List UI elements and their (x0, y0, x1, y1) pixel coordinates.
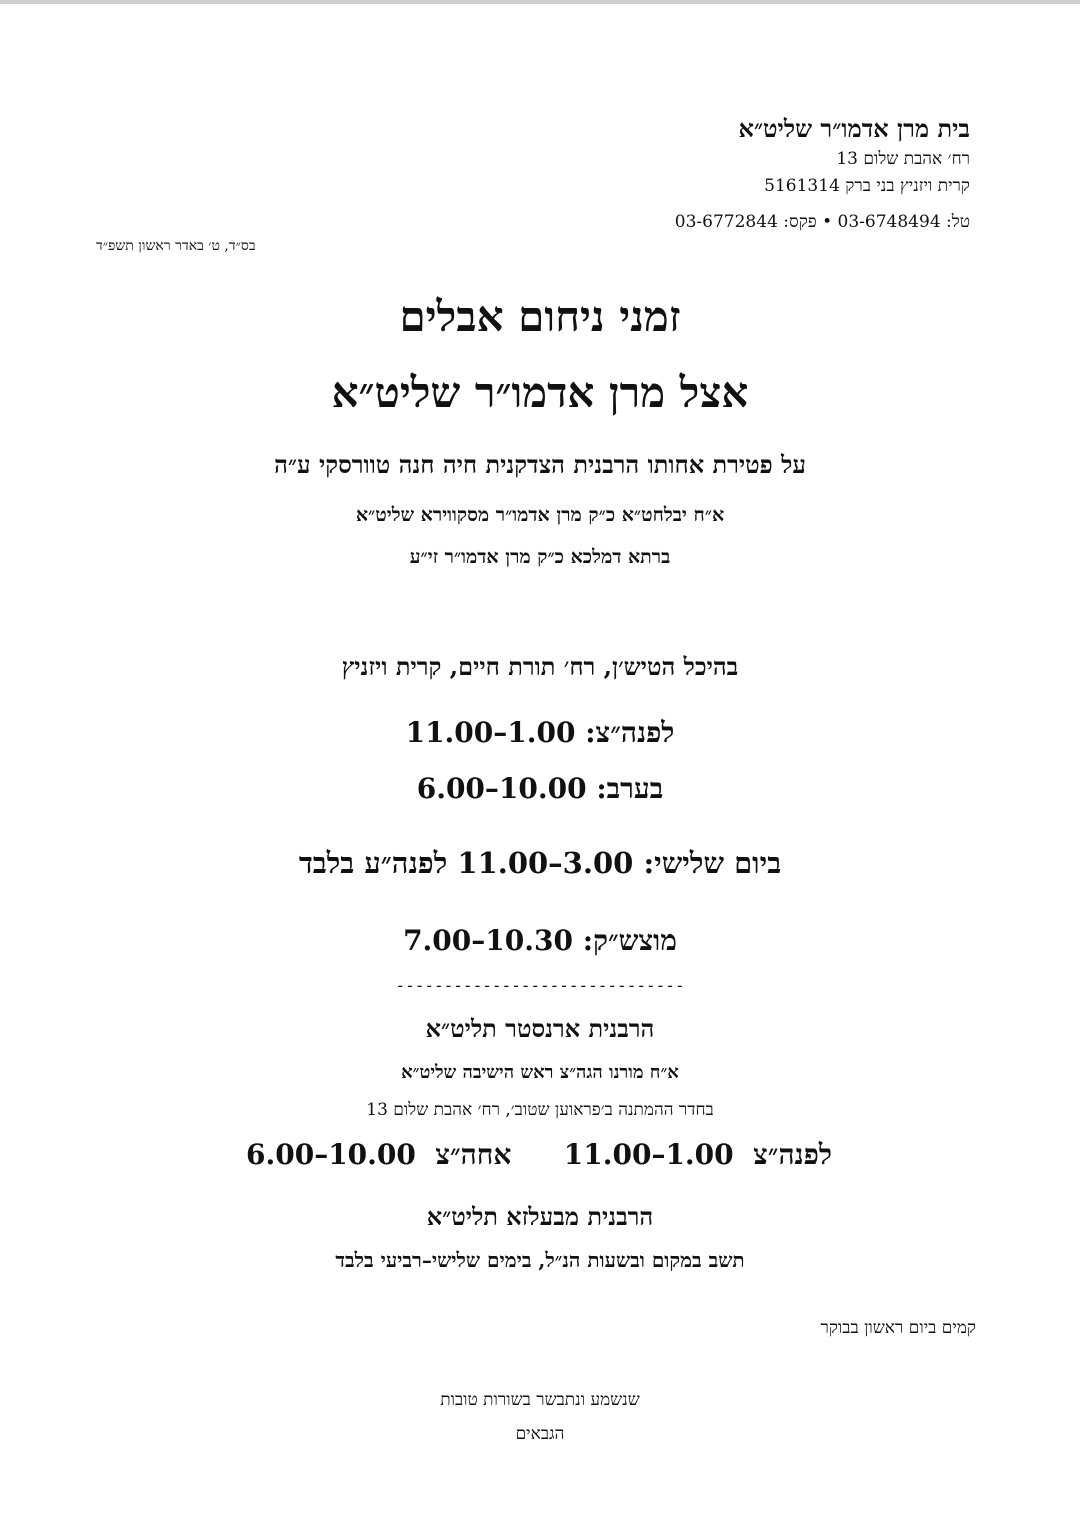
ernster-afternoon (246, 1138, 511, 1172)
letterhead-title: בית מרן אדמו״ר שליט״א (738, 114, 970, 143)
ernster-afternoon-label: אחה״צ (435, 1138, 512, 1171)
letterhead-phone: טל: 03-6748494 • פקס: 03-6772844 (674, 212, 970, 232)
letterhead-city: קרית ויזניץ בני ברק 5161314 (764, 176, 970, 196)
subtitle-line2: א״ח יבלחט״א כ״ק מרן אדמו״ר מסקווירא שליט״א (355, 504, 725, 526)
morning-label: לפנה״צ: (585, 716, 675, 749)
divider: ------------------------------ (395, 976, 685, 995)
tuesday-time: 11.00–3.00 (457, 846, 634, 880)
evening-time: 6.00–10.00 (416, 772, 587, 805)
subtitle-line3: ברתא דמלכא כ״ק מרן אדמו״ר זי״ע (409, 546, 671, 568)
schedule-motzash (0, 924, 1080, 958)
footer-signature: הגבאים (515, 1424, 565, 1444)
document-date: בס״ד, ט׳ באדר ראשון תשפ״ד (96, 238, 256, 254)
footer-blessing: שנשמע ונתבשר בשורות טובות (440, 1390, 640, 1410)
motzash-time: 7.00–10.30 (403, 924, 573, 957)
tuesday-suffix: לפנה״ע בלבד (298, 846, 448, 880)
evening-label: בערב: (596, 772, 664, 805)
schedule-evening (0, 772, 1080, 806)
headline-line2: אצל מרן אדמו״ר שליט״א (331, 368, 749, 417)
top-border (0, 0, 1080, 4)
footer-rise: קמים ביום ראשון בבוקר (820, 1318, 976, 1338)
schedule-morning (0, 716, 1080, 750)
ernster-morning-time: 11.00–1.00 (563, 1138, 734, 1171)
ernster-times (0, 1138, 1080, 1178)
belz-line1: תשב במקום ובשעות הנ״ל, בימים שלישי–רביעי בלבד (335, 1248, 745, 1272)
belz-title: הרבנית מבעלזא תליט״א (426, 1202, 654, 1231)
morning-time: 11.00–1.00 (405, 716, 576, 749)
ernster-line1: א״ח מורנו הגה״צ ראש הישיבה שליט״א (401, 1062, 679, 1083)
ernster-line2: בחדר ההמתנה ב׳פראוען שטוב׳, רח׳ אהבת שלום 13 (366, 1100, 714, 1120)
ernster-morning-label: לפנה״צ (753, 1138, 832, 1171)
motzash-label: מוצש״ק: (582, 924, 677, 957)
headline-line1: זמני ניחום אבלים (399, 292, 681, 341)
ernster-morning (564, 1138, 832, 1172)
location: בהיכל הטיש׳ן, רח׳ תורת חיים, קרית ויזניץ (341, 652, 739, 681)
letterhead-street: רח׳ אהבת שלום 13 (836, 149, 970, 169)
letterhead (739, 112, 970, 200)
ernster-afternoon-time: 6.00–10.00 (246, 1138, 416, 1171)
schedule-tuesday (0, 846, 1080, 881)
ernster-title: הרבנית ארנסטר תליט״א (425, 1014, 655, 1043)
subtitle-line1: על פטירת אחותו הרבנית הצדקנית חיה חנה טוורסקי ע״ה (274, 450, 806, 479)
tuesday-label: ביום שלישי: (643, 846, 782, 880)
